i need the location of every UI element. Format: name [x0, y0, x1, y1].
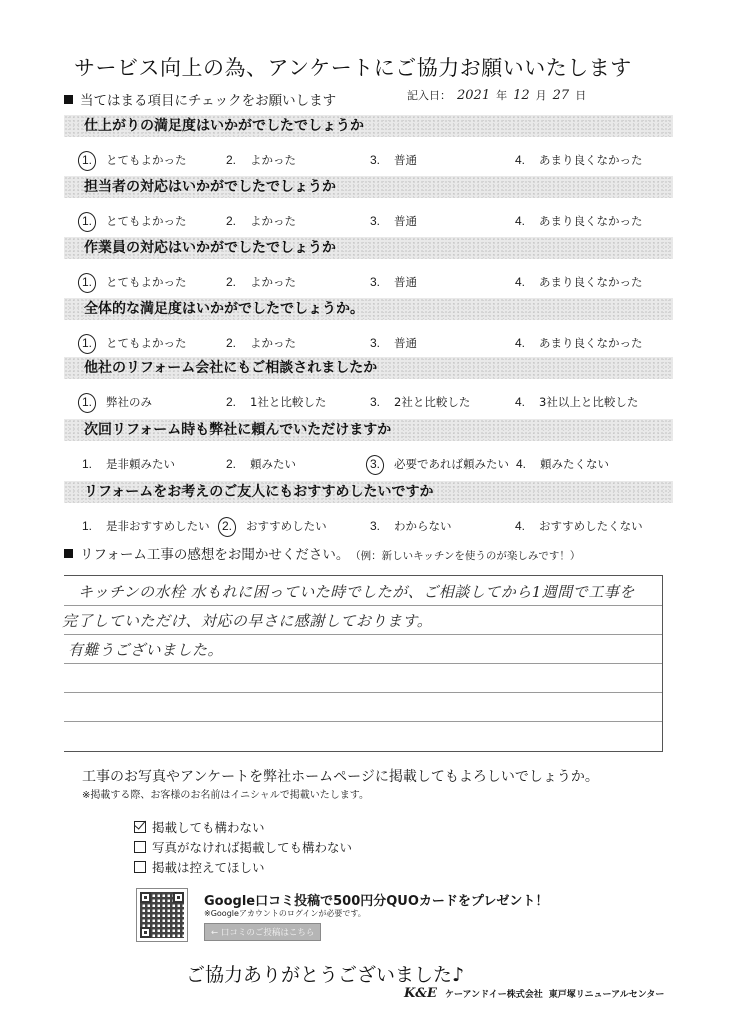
option-number: 2.: [226, 395, 237, 409]
option-number-circled: 1.: [82, 268, 106, 296]
option-label: 普通: [394, 275, 417, 289]
thanks-message: ご協力ありがとうございました♪: [186, 964, 465, 986]
option-label: 2社と比較した: [394, 395, 471, 409]
option-group: [64, 146, 673, 174]
qr-finder-icon: [173, 892, 184, 903]
option-1[interactable]: [82, 268, 187, 296]
question-next-reform: [64, 419, 673, 478]
date-year[interactable]: 2021: [457, 88, 491, 103]
question-label: 全体的な満足度はいかがでしたでしょうか。: [64, 298, 673, 320]
question-label: 他社のリフォーム会社にもご相談されましたか: [64, 357, 673, 379]
option-number-circled: 1.: [82, 388, 106, 416]
review-post-button[interactable]: ← 口コミのご投稿はこちら: [204, 923, 321, 941]
option-label: 是非おすすめしたい: [106, 519, 210, 533]
option-label: 普通: [394, 214, 417, 228]
option-label: よかった: [250, 214, 296, 228]
bullet-square-icon: [64, 95, 73, 104]
option-number: 3.: [370, 214, 381, 228]
option-1[interactable]: [82, 207, 187, 235]
qr-finder-icon: [140, 927, 151, 938]
date-month[interactable]: 12: [513, 88, 530, 103]
option-4[interactable]: [515, 329, 643, 357]
question-label: リフォームをお考えのご友人にもおすすめしたいですか: [64, 481, 673, 503]
entry-date: [407, 87, 586, 103]
option-number-circled: 1.: [82, 207, 106, 235]
option-group: [64, 268, 673, 296]
option-number: 3.: [370, 519, 381, 533]
question-worker-response: [64, 237, 673, 296]
question-recommend-friends: [64, 481, 673, 540]
publish-option-no-photos[interactable]: [134, 838, 352, 856]
option-label: 3社以上と比較した: [539, 395, 639, 409]
qr-code-icon[interactable]: [136, 888, 188, 942]
option-group: [64, 329, 673, 357]
option-label: とてもよかった: [106, 153, 187, 167]
option-2[interactable]: [222, 512, 327, 540]
option-number: 3.: [370, 275, 381, 289]
option-label: 1社と比較した: [250, 395, 327, 409]
option-2[interactable]: [226, 450, 296, 478]
option-label: あまり良くなかった: [539, 153, 643, 167]
handwritten-line-2: 完了していただけ、対応の早さに感謝しております。: [62, 612, 433, 630]
option-label: よかった: [250, 275, 296, 289]
option-number-circled: 3.: [370, 450, 394, 478]
company-name: ケーアンドイー株式会社: [444, 990, 543, 1000]
option-number: 2.: [226, 214, 237, 228]
option-label: 普通: [394, 153, 417, 167]
option-label: あまり良くなかった: [539, 214, 643, 228]
checkbox-icon[interactable]: [134, 861, 146, 873]
option-4[interactable]: [515, 388, 638, 416]
company-info: [404, 986, 664, 1001]
bullet-square-icon: [64, 549, 73, 558]
option-1[interactable]: [82, 450, 175, 478]
date-label: 記入日：: [407, 89, 451, 102]
company-logo: K&E: [404, 986, 437, 1001]
option-label: 弊社のみ: [106, 395, 152, 409]
option-label: よかった: [250, 153, 296, 167]
option-number: 4.: [515, 395, 526, 409]
option-1[interactable]: [82, 388, 152, 416]
impressions-heading: [64, 543, 580, 563]
option-number: 4.: [515, 336, 526, 350]
option-2[interactable]: [226, 207, 296, 235]
option-3[interactable]: [370, 207, 417, 235]
option-2[interactable]: [226, 268, 296, 296]
option-number: 2.: [226, 457, 237, 471]
option-label: とてもよかった: [106, 336, 187, 350]
checkbox-label: 掲載は控えてほしい: [152, 860, 265, 875]
option-label: おすすめしたくない: [539, 519, 643, 533]
ruled-line: [64, 692, 662, 693]
option-label: 必要であれば頼みたい: [394, 457, 509, 471]
option-number-circled: 1.: [82, 329, 106, 357]
impressions-textarea[interactable]: [64, 575, 663, 752]
instruction: [64, 89, 336, 109]
ruled-line: [64, 605, 662, 606]
branch-name: 東戸塚リニューアルセンター: [548, 990, 665, 1000]
day-unit: 日: [575, 89, 587, 102]
option-label: 頼みたくない: [540, 457, 609, 471]
option-label: おすすめしたい: [246, 519, 327, 533]
publish-note: ※掲載する際、お客様のお名前はイニシャルで掲載いたします。: [82, 790, 369, 801]
option-group: [64, 450, 673, 478]
option-4[interactable]: [515, 268, 643, 296]
question-label: 担当者の対応はいかがでしたでしょうか: [64, 176, 673, 198]
handwritten-line-3: 有難うございました。: [68, 641, 224, 659]
option-label: とてもよかった: [106, 275, 187, 289]
option-number: 2.: [226, 336, 237, 350]
question-finish-satisfaction: [64, 115, 673, 174]
option-number: 2.: [226, 153, 237, 167]
question-staff-response: [64, 176, 673, 235]
option-group: [64, 512, 673, 540]
question-other-companies: [64, 357, 673, 416]
qr-finder-icon: [140, 892, 151, 903]
option-label: あまり良くなかった: [539, 275, 643, 289]
option-number: 3.: [370, 153, 381, 167]
option-number: 1.: [82, 457, 93, 471]
option-number: 4.: [515, 214, 526, 228]
option-2[interactable]: [226, 329, 296, 357]
option-1[interactable]: [82, 146, 187, 174]
promo-note: ※Googleアカウントのログインが必要です。: [204, 909, 366, 918]
option-number: 1.: [82, 519, 93, 533]
question-label: 次回リフォーム時も弊社に頼んでいただけますか: [64, 419, 673, 441]
google-review-promo: [136, 888, 549, 948]
checkbox-label: 写真がなければ掲載しても構わない: [152, 840, 353, 855]
option-2[interactable]: [226, 146, 296, 174]
ruled-line: [64, 663, 662, 664]
option-number: 4.: [515, 519, 526, 533]
option-group: [64, 388, 673, 416]
option-label: わからない: [394, 519, 452, 533]
impressions-example: （例：新しいキッチンを使うのが楽しみです！）: [355, 550, 581, 562]
year-unit: 年: [496, 89, 508, 102]
option-label: とてもよかった: [106, 214, 187, 228]
checkbox-label: 掲載しても構わない: [152, 820, 265, 835]
instruction-text: 当てはまる項目にチェックをお願いします: [80, 93, 337, 109]
option-number: 4.: [515, 153, 526, 167]
option-1[interactable]: [82, 512, 210, 540]
ruled-line: [64, 721, 662, 722]
option-number-circled: 1.: [82, 146, 106, 174]
publish-option-allow[interactable]: [134, 818, 265, 836]
question-label: 作業員の対応はいかがでしたでしょうか: [64, 237, 673, 259]
option-1[interactable]: [82, 329, 187, 357]
handwritten-line-1: キッチンの水栓 水もれに困っていた時でしたが、ご相談してから1週間で工事を: [78, 583, 635, 601]
month-unit: 月: [535, 89, 547, 102]
option-2[interactable]: [226, 388, 326, 416]
option-label: あまり良くなかった: [539, 336, 643, 350]
option-3[interactable]: [370, 329, 417, 357]
option-label: 是非頼みたい: [106, 457, 175, 471]
option-4[interactable]: [515, 512, 643, 540]
option-number-circled: 2.: [222, 512, 246, 540]
option-number: 4.: [515, 275, 526, 289]
promo-title: Google口コミ投稿で500円分QUOカードをプレゼント！: [204, 894, 549, 909]
option-3[interactable]: [370, 450, 509, 478]
date-day[interactable]: 27: [552, 88, 570, 103]
question-label: 仕上がりの満足度はいかがでしたでしょうか: [64, 115, 673, 137]
publish-question: 工事のお写真やアンケートを弊社ホームページに掲載してもよろしいでしょうか。: [82, 769, 599, 785]
question-overall-satisfaction: [64, 298, 673, 357]
qr-pattern: [140, 892, 184, 938]
option-number: 2.: [226, 275, 237, 289]
option-label: 頼みたい: [250, 457, 296, 471]
option-number: 3.: [370, 395, 381, 409]
option-3[interactable]: [370, 268, 417, 296]
checkbox-icon[interactable]: [134, 841, 146, 853]
option-label: 普通: [394, 336, 417, 350]
option-3[interactable]: [370, 388, 470, 416]
publish-option-decline[interactable]: [134, 858, 265, 876]
option-4[interactable]: [515, 207, 643, 235]
survey-title: サービス向上の為、アンケートにご協力お願いいたします: [74, 56, 632, 80]
option-3[interactable]: [370, 146, 417, 174]
checkbox-checked-icon[interactable]: [134, 821, 146, 833]
option-4[interactable]: [516, 450, 609, 478]
option-number: 3.: [370, 336, 381, 350]
option-3[interactable]: [370, 512, 452, 540]
ruled-line: [64, 634, 662, 635]
option-number: 4.: [516, 457, 527, 471]
option-label: よかった: [250, 336, 296, 350]
impressions-heading-text: リフォーム工事の感想をお聞かせください。: [80, 547, 350, 563]
instruction-row: [64, 87, 674, 109]
option-group: [64, 207, 673, 235]
option-4[interactable]: [515, 146, 643, 174]
